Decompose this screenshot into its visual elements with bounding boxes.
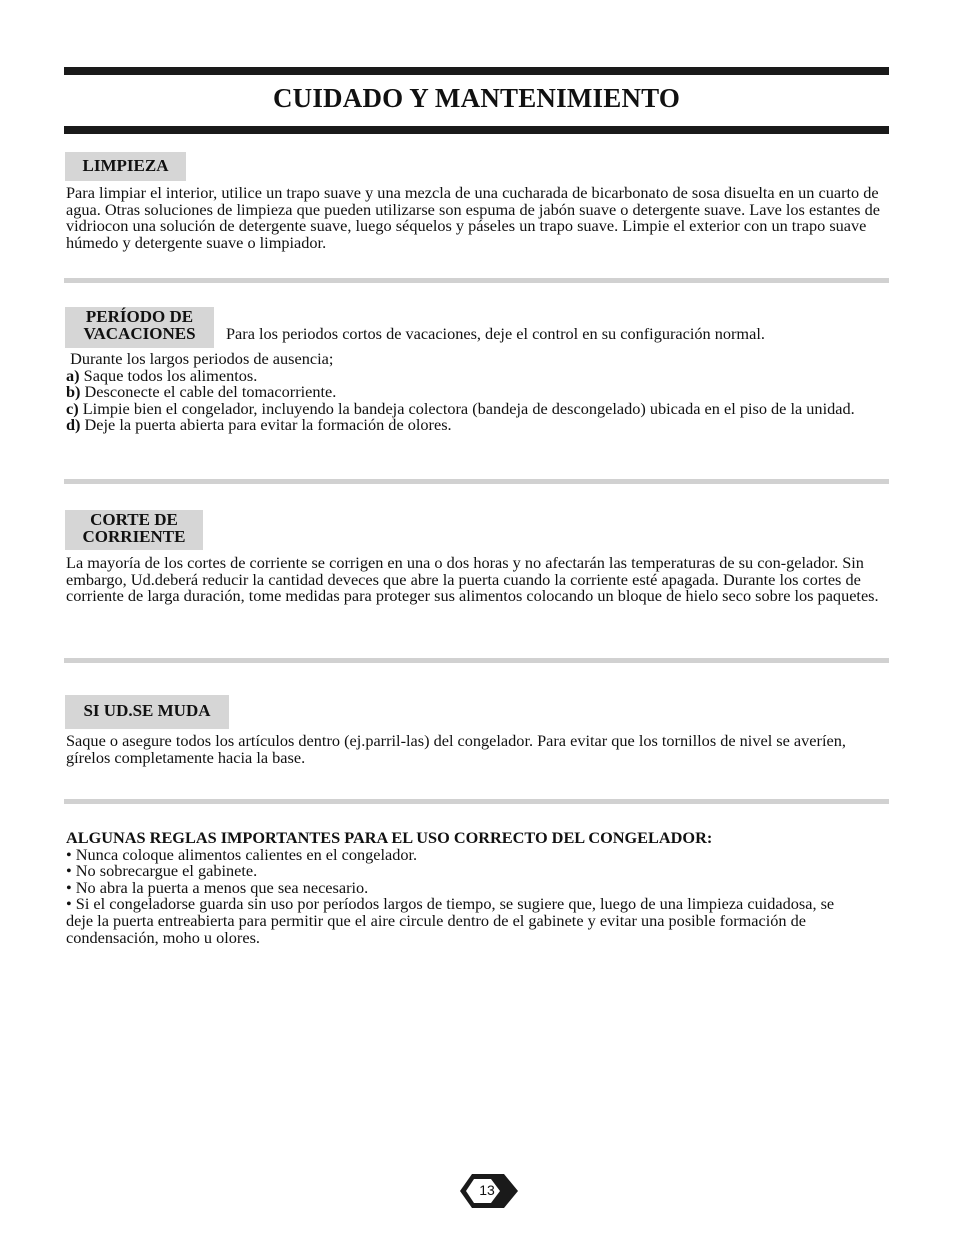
section-divider xyxy=(64,658,889,663)
page-title: CUIDADO Y MANTENIMIENTO xyxy=(272,83,681,113)
paragraph: Saque o asegure todos los artículos dentro (ej.parril-las) del congelador. Para evitar que los tornillos de nivel se averíen, gírelos completamente hacia la base. xyxy=(66,731,846,767)
section-label-line: CORTE DE xyxy=(90,510,178,529)
header-top-rule xyxy=(64,67,889,75)
rules-item: • Nunca coloque alimentos calientes en el congelador. xyxy=(66,844,418,864)
section-divider xyxy=(64,799,889,804)
list-item-key: c) xyxy=(66,398,79,418)
rules-item: • No sobrecargue el gabinete. xyxy=(66,861,258,881)
list-item-text: Deje la puerta abierta para evitar la formación de olores. xyxy=(80,415,452,435)
section-label-limpieza xyxy=(65,152,186,181)
page-number: 13 xyxy=(479,1182,495,1198)
list-item-text: Saque todos los alimentos. xyxy=(79,365,258,385)
section-label-vacaciones xyxy=(65,307,214,348)
list-item xyxy=(66,417,892,434)
section-label-text: SI UD.SE MUDA xyxy=(83,701,211,720)
list-item-key: b) xyxy=(66,382,81,402)
header-bottom-rule xyxy=(64,126,889,134)
section-divider xyxy=(64,479,889,484)
section-text-vacaciones xyxy=(66,351,892,434)
list-item-text: Limpie bien el congelador, incluyendo la bandeja colectora (bandeja de descongelado) ubicada en el piso de la unidad. xyxy=(78,398,855,418)
section-label-line: PERÍODO DE xyxy=(85,307,194,326)
section-text-limpieza xyxy=(66,185,892,251)
section-label-corte xyxy=(65,510,203,550)
rules-item: • No abra la puerta a menos que sea necesario. xyxy=(66,877,369,897)
section-label-line: CORRIENTE xyxy=(82,527,186,546)
section-text-reglas xyxy=(66,830,892,946)
rules-title: ALGUNAS REGLAS IMPORTANTES PARA EL USO CORRECTO DEL CONGELADOR: xyxy=(66,828,713,847)
rules-item: • Si el congeladorse guarda sin uso por períodos largos de tiempo, se sugiere que, luego de una limpieza cuidadosa, se deje la puerta entreabierta para permitir que el aire circule dentro de el gabinete y evitar una posible formación de condensación, moho u olores. xyxy=(66,894,835,947)
paragraph: Para limpiar el interior, utilice un trapo suave y una mezcla de una cucharada de bicarbonato de sosa disuelta en un cuarto de agua. Otras soluciones de limpieza que pueden utilizarse son espuma de jabón suave o detergente suave. Lave los estantes de vidriocon una solución de detergente suave, luego séquelos y páseles un trapo suave. Limpie el exterior con un trapo suave húmedo y detergente suave o limpiador. xyxy=(66,183,880,252)
section-label-line: VACACIONES xyxy=(83,324,196,343)
section-divider xyxy=(64,278,889,283)
paragraph-intro: Durante los largos periodos de ausencia; xyxy=(66,349,334,368)
section-text-corte xyxy=(66,555,892,605)
section-label-mudanza xyxy=(65,695,229,729)
list-item-key: a) xyxy=(66,365,80,385)
vacaciones-inline-text: Para los periodos cortos de vacaciones, deje el control en su configuración normal. xyxy=(226,324,765,343)
section-text-mudanza xyxy=(66,733,892,766)
list-item-key: d) xyxy=(66,415,81,435)
section-label-text: LIMPIEZA xyxy=(82,156,169,175)
paragraph: La mayoría de los cortes de corriente se corrigen en una o dos horas y no afectarán las temperaturas de su con-gelador. Sin embargo, Ud.deberá reducir la cantidad deveces que abre la puerta cuando la corriente esté apagada. Durante los cortes de corriente de larga duración, tome medidas para proteger sus alimentos colocando un bloque de hielo seco sobre los paquetes. xyxy=(66,553,879,606)
list-item-text: Desconecte el cable del tomacorriente. xyxy=(80,382,337,402)
